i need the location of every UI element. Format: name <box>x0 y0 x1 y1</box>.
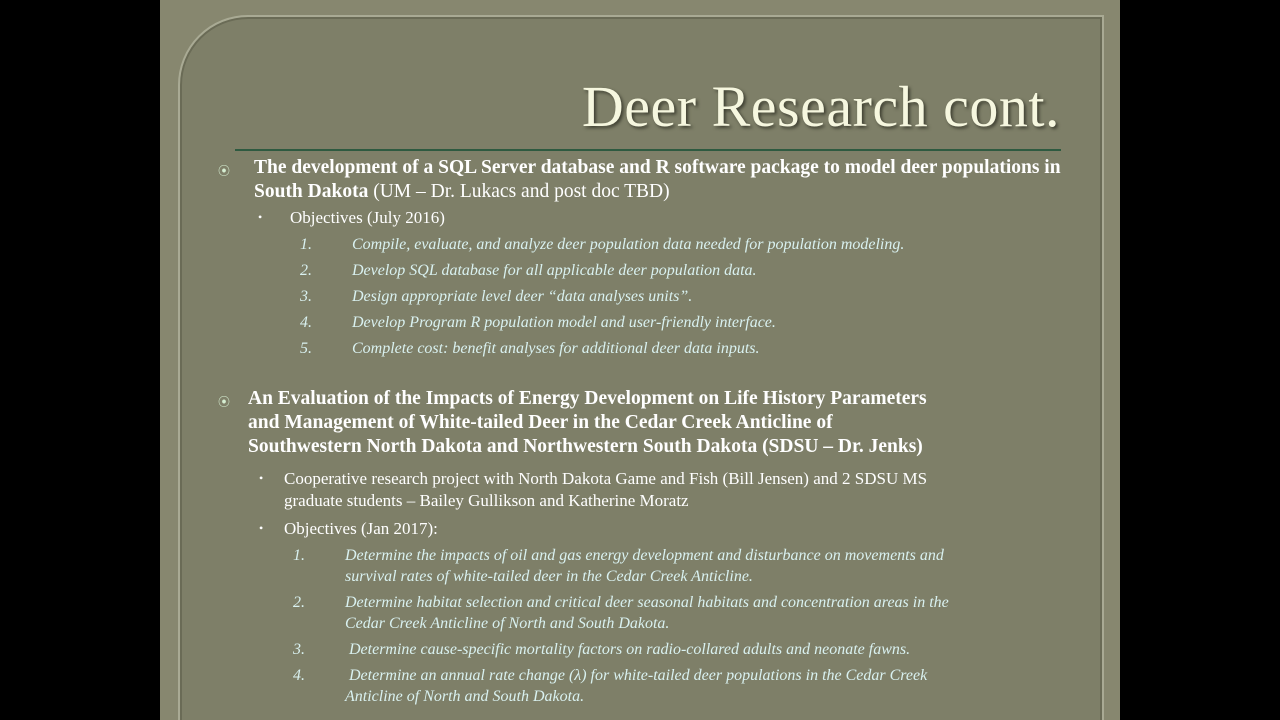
section2-cooperative-line: graduate students – Bailey Gullikson and Katherine Moratz <box>284 491 689 510</box>
list-item-text: Develop Program R population model and user-friendly interface. <box>352 314 776 331</box>
list-item-line: Determine an annual rate change (λ) for white-tailed deer populations in the Cedar Creek <box>345 667 928 684</box>
slide <box>160 0 1120 720</box>
list-item-text <box>345 639 910 660</box>
section2-cooperative <box>259 468 1084 512</box>
dot-icon: • <box>259 521 264 535</box>
section1-objectives-label: Objectives (July 2016) <box>290 208 445 227</box>
section1-objectives <box>258 207 445 229</box>
list-item-number: 2. <box>293 594 305 611</box>
list-item-text: Compile, evaluate, and analyze deer population data needed for population modeling. <box>352 236 905 253</box>
section2-objectives <box>259 518 438 540</box>
list-item-number: 3. <box>300 288 312 305</box>
list-item-number: 1. <box>300 236 312 253</box>
section2-heading-line: and Management of White-tailed Deer in the Cedar Creek Anticline of <box>248 412 833 433</box>
section1-heading-normal: (UM – Dr. Lukacs and post doc TBD) <box>368 181 670 202</box>
list-item-line: Determine cause-specific mortality factors on radio-collared adults and neonate fawns. <box>345 641 911 658</box>
list-item-line: Cedar Creek Anticline of North and South Dakota. <box>345 615 670 632</box>
dot-icon: • <box>258 210 263 224</box>
list-item-number: 5. <box>300 340 312 357</box>
section2-heading <box>248 387 1098 459</box>
circled-dot-icon: ⦿ <box>218 395 231 409</box>
section2-heading-line: An Evaluation of the Impacts of Energy Development on Life History Parameters <box>248 388 927 409</box>
list-item-line: Determine habitat selection and critical deer seasonal habitats and concentration areas in the <box>345 594 949 611</box>
section2-objectives-label: Objectives (Jan 2017): <box>284 519 438 538</box>
list-item-number: 4. <box>300 314 312 331</box>
section1-heading <box>254 156 1074 204</box>
slide-title: Deer Research cont. <box>581 74 1060 139</box>
dot-icon: • <box>259 471 264 485</box>
list-item-text: Design appropriate level deer “data analyses units”. <box>352 288 693 305</box>
list-item-number: 4. <box>293 667 305 684</box>
list-item-text <box>345 545 944 587</box>
list-item-number: 1. <box>293 547 305 564</box>
list-item-text <box>345 665 927 707</box>
section2-cooperative-line: Cooperative research project with North Dakota Game and Fish (Bill Jensen) and 2 SDSU MS <box>284 469 928 488</box>
list-item-text: Complete cost: benefit analyses for additional deer data inputs. <box>352 340 760 357</box>
circled-dot-icon: ⦿ <box>218 164 231 178</box>
section2-heading-line: Southwestern North Dakota and Northwestern South Dakota (SDSU – Dr. Jenks) <box>248 436 923 457</box>
list-item-line: Determine the impacts of oil and gas energy development and disturbance on movements and <box>345 547 944 564</box>
title-divider <box>235 149 1061 151</box>
list-item-line: survival rates of white-tailed deer in the Cedar Creek Anticline. <box>345 568 753 585</box>
list-item-line: Anticline of North and South Dakota. <box>345 688 585 705</box>
list-item-number: 2. <box>300 262 312 279</box>
list-item-text: Develop SQL database for all applicable deer population data. <box>352 262 757 279</box>
section1-heading-bold: The development of a SQL Server database and R software package to model deer populations in South Dakota <box>254 157 1061 202</box>
list-item-text <box>345 592 949 634</box>
list-item-number: 3. <box>293 641 305 658</box>
